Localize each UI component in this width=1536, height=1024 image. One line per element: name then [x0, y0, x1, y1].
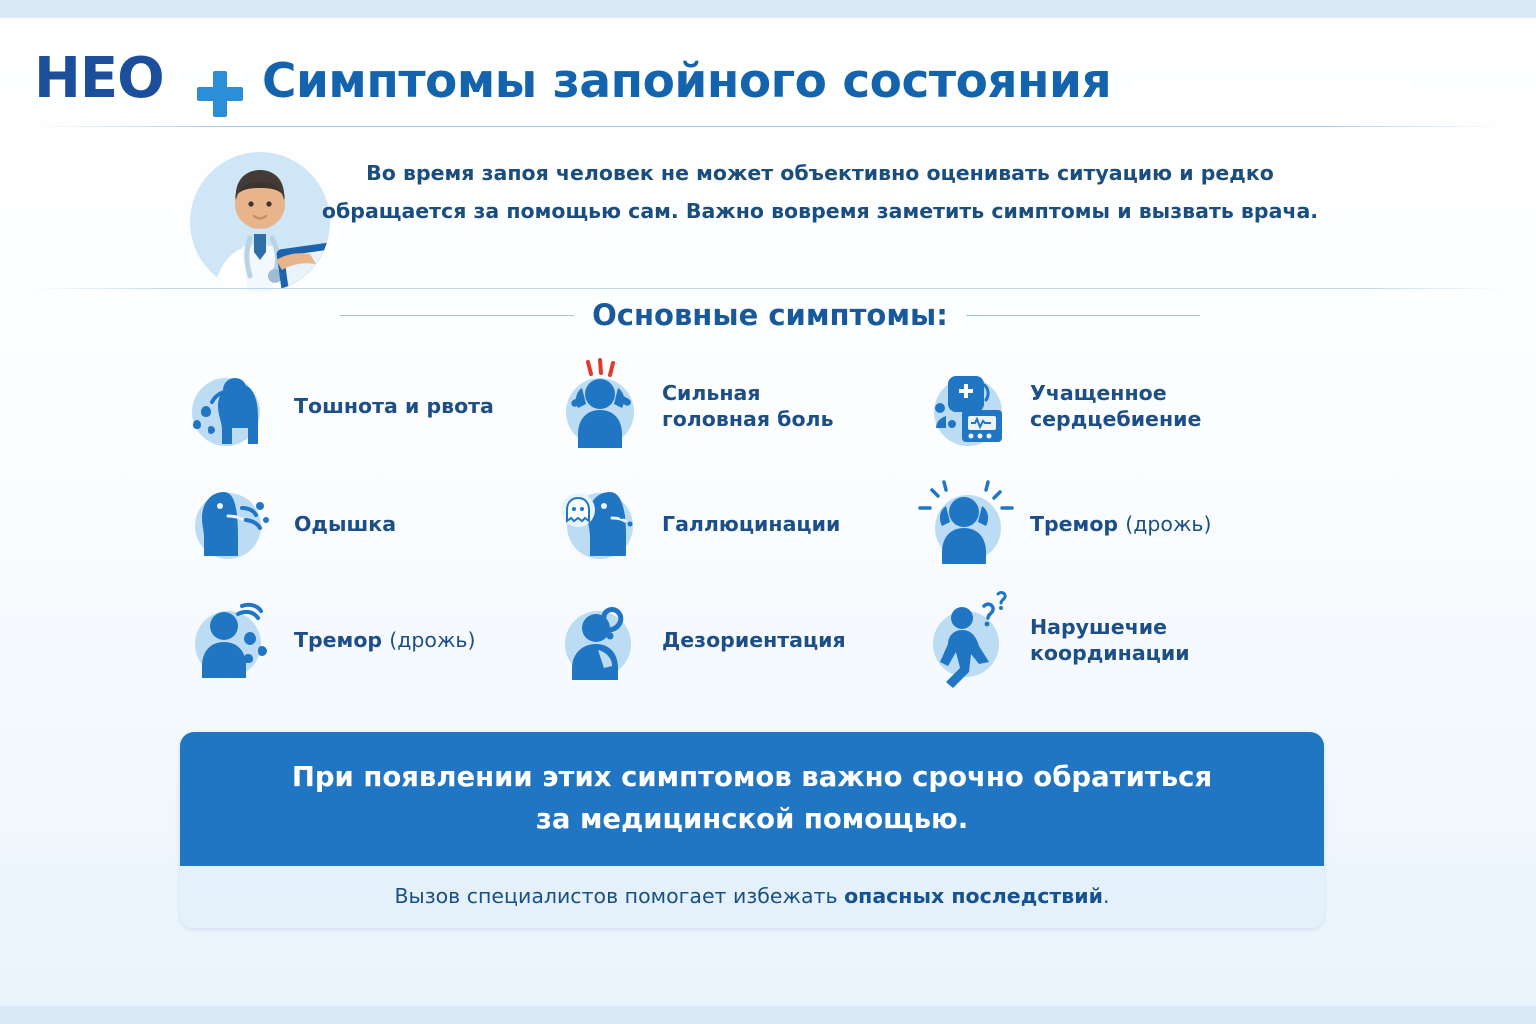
coordination-loss-icon: [916, 588, 1020, 692]
symptom-label-strong: Тремор: [1030, 512, 1126, 536]
section-rule-left: [340, 315, 574, 316]
symptom-label: Галлюцинации: [662, 512, 841, 536]
callout-footer-bold: опасных последствий: [844, 884, 1103, 908]
symptom-label: Тошнота и рвота: [294, 394, 494, 418]
callout-line-2: за медицинской помощью.: [535, 803, 969, 835]
symptom-label-line2: координации: [1030, 641, 1190, 665]
headache-icon: [548, 354, 652, 458]
tremor-head-icon: [916, 472, 1020, 576]
vomiting-icon: [180, 354, 284, 458]
symptom-label: [1030, 511, 1212, 537]
callout-secondary: [180, 866, 1324, 928]
symptom-label: [294, 627, 476, 653]
section-title: Основные симптомы:: [592, 298, 948, 332]
symptom-label: [662, 380, 834, 432]
symptom-item: [180, 466, 548, 582]
brand-logo-text: HEO: [34, 46, 164, 111]
symptom-label-soft: (дрожь): [389, 628, 476, 652]
callout-banner: [180, 732, 1324, 928]
symptom-item: [180, 346, 548, 466]
symptom-label-line1: Сильная: [662, 381, 761, 405]
plus-icon: [197, 70, 245, 118]
symptom-item: [916, 346, 1336, 466]
section-rule-right: [966, 315, 1200, 316]
symptom-label: Одышка: [294, 512, 397, 536]
symptom-label: Учащенное сердцебиение: [1030, 381, 1202, 431]
symptom-label: [1030, 614, 1190, 666]
callout-footer-suffix: .: [1102, 884, 1110, 908]
disorientation-icon: [548, 588, 652, 692]
header-divider: [34, 126, 1502, 127]
page-title: Симптомы запойного состояния: [262, 54, 1112, 109]
callout-footer: [220, 884, 1284, 908]
symptom-item: [548, 346, 916, 466]
callout-line-1: При появлении этих симптомов важно срочно обратиться: [291, 761, 1213, 793]
intro-divider: [34, 288, 1502, 289]
intro-text: Во время запоя человек не может объективно оценивать ситуацию и редко обращается за помощью сам. Важно вовремя заметить симптомы и вызвать врача.: [321, 161, 1319, 223]
symptom-item: [548, 582, 916, 698]
tremor-sweat-icon: [180, 588, 284, 692]
intro-block: [180, 138, 1360, 288]
callout-primary: [180, 732, 1324, 866]
shortness-of-breath-icon: [180, 472, 284, 576]
doctor-avatar-icon: [180, 142, 340, 302]
symptom-item: [916, 582, 1336, 698]
callout-footer-prefix: Вызов специалистов помогает избежать: [394, 884, 845, 908]
symptom-label-soft: (дрожь): [1125, 512, 1212, 536]
symptom-label-line2: головная боль: [662, 407, 834, 431]
hallucinations-ghost-icon: [548, 472, 652, 576]
symptoms-grid: [180, 346, 1360, 698]
symptom-label-line1: Нарушечие: [1030, 615, 1168, 639]
symptom-label-strong: Тремор: [294, 628, 390, 652]
symptom-item: [916, 466, 1336, 582]
symptom-item: [180, 582, 548, 698]
brand-logo: [34, 48, 246, 110]
symptom-item: [548, 466, 916, 582]
section-header: [340, 292, 1200, 338]
blood-pressure-monitor-icon: [916, 354, 1020, 458]
symptom-label: Дезориентация: [662, 628, 846, 652]
poster-header: [0, 18, 1536, 128]
